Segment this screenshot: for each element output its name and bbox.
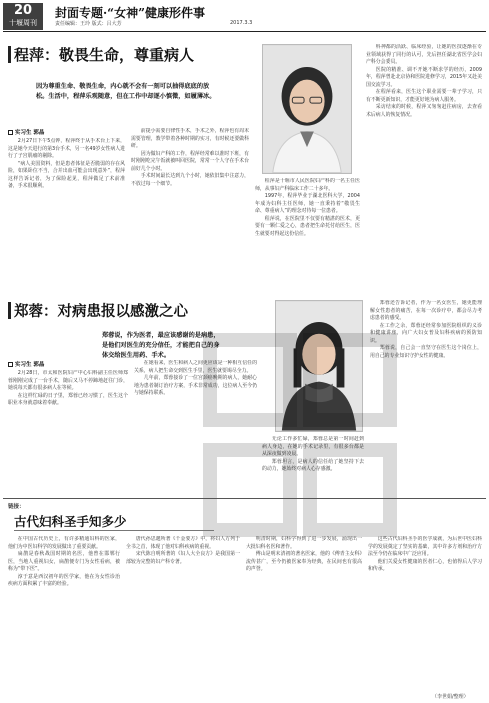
article3-column-2 [126, 536, 240, 692]
portrait-illustration [263, 45, 351, 173]
paragraph: 唐代孙思邈所著《千金要方》中，将妇人方列于全书之首，体现了他对妇科疾病的重视。 [126, 536, 240, 550]
paragraph: 傅山是明末清初的著名医家，他的《傅青主女科》流传甚广，至今仍被医家奉为经典，在民间也有很高的声誉。 [246, 551, 362, 572]
page-number: 20 [13, 3, 33, 18]
article2-portrait-photo [275, 300, 363, 432]
article2-byline-text: 实习生 郭晶 [15, 362, 45, 368]
article2-column-3 [262, 436, 364, 494]
paper-name: 十堰周刊 [9, 19, 37, 27]
paragraph: 前提小需要自律性手术，手术之外，程萍也有周末需要管理，教学带着各种时期的实习，有时候还要做科研。 [131, 128, 249, 149]
title-underline [14, 530, 214, 531]
paragraph: 郑蓉坦言，是病人的信任给了她坚持下去的动力，她始终对病人心存感激。 [262, 458, 364, 472]
paragraph: 明清时期，妇科学得到了进一步发展，涌现出一大批妇科名医和著作。 [246, 536, 362, 550]
paragraph: 在程萍看来，医生这个职业需要一辈子学习，只有不断更新知识，才能更好地为病人服务。 [366, 89, 482, 103]
issue-date: 2017.3.3 [230, 20, 253, 26]
paragraph: 科神都的活跃、临床经验，让她的医技逐渐在专业领域获得了同行的认可，先后担任湖北省医学会妇产科分会委员。 [366, 44, 482, 65]
article3-column-4 [368, 536, 482, 692]
byline-square-icon [8, 130, 13, 135]
article2-title: 郑蓉：对病患报以感激之心 [14, 303, 188, 320]
section-title: 封面专题·“女神”健康形件事 [55, 6, 205, 20]
paragraph: 在中国古代历史上，有许多精通妇科的医家，他们为中医妇科学的发展做出了重要贡献。 [8, 536, 120, 550]
paragraph: 医院的精准、调不开她不断求学的经历，2009年，程萍曾赴北京协和医院进修学习，2015年又赴美国交流学习。 [366, 66, 482, 88]
paragraph: 2月27日下午5点钟，程萍终于从手术台上下来，这是她今天进行的第3台手术，另一名49岁女性病人进行了子宫肌瘤的剔除。 [8, 138, 125, 159]
paragraph: 手术时间最长达到九个小时，她依旧集中注意力，不放过每一个细节。 [131, 173, 249, 187]
article2-column-2 [134, 360, 257, 494]
paragraph: 在她看来，医生和病人之间更应该是一种相互信任的关系，病人把生命交到医生手里，医生就要竭尽全力。 [134, 360, 257, 374]
article3-signature: （李世娟/整理） [432, 694, 469, 700]
paragraph: 因为做妇产科的工作，程萍经常难以准时下班，有时刚刚吃完午饭就被叫回医院，常常一个人守在手术台前好几个小时。 [131, 150, 249, 172]
paragraph: “病人美国资料，但是患者体征是否脆弱的存在风险，如果卧位不当，合并出血可能会出现意外”，程萍这样告诉记者，为了保险起见，程萍做足了术前准备，手术很顺利。 [8, 160, 125, 189]
page-number-box [3, 3, 43, 30]
portrait-illustration [276, 301, 362, 431]
article3-column-1 [8, 536, 120, 692]
paragraph: 程萍是十堰市人民医院妇产科的一名主任医师，从事妇产科临床工作二十多年。 [255, 178, 360, 192]
article1-column-3 [255, 178, 360, 293]
page-header [0, 0, 489, 32]
paragraph: 郑蓉还告诉记者，作为一名女医生，她更能理解女性患者的痛苦，在每一次诊疗中，都会尽力考虑患者的感受。 [370, 300, 482, 321]
paragraph: 宋代陈自明所著的《妇人大全良方》是我国第一部较为完整的妇产科专著。 [126, 551, 240, 565]
article3-column-3 [246, 536, 362, 692]
article2-column-1 [8, 370, 128, 494]
article1-column-1 [8, 138, 125, 293]
paragraph: 在工作之余，郑蓉还经常参加医院组织的义诊和健康讲座，向广大妇女普及妇科疾病的预防知识。 [370, 322, 482, 344]
article1-byline-text: 实习生 郭晶 [15, 130, 45, 136]
article2-lead: 郑蓉说，作为医者，最应该感谢的是病患，是他们对医生的充分信任，才能把自己的身体交给医生用药、手术。 [102, 332, 220, 359]
paragraph: 无论工作多忙碌，郑蓉总是第一时间赶到病人身边，在她的手术记录里，有很多台都是从深夜做到凌晨。 [262, 436, 364, 457]
article1-column-4 [366, 44, 482, 293]
paragraph: 他们关爱女性健康的医者仁心，也值得后人学习和传承。 [368, 558, 482, 572]
article2-column-4 [370, 300, 482, 494]
paragraph: 郑蓉说，自己会一直坚守在医生这个岗位上，用自己的专业知识守护女性的健康。 [370, 345, 482, 359]
article1-portrait-photo [262, 44, 352, 174]
paragraph: 采访结束的时候，程萍又匆匆赶往病房，去查看术后病人的恢复情况。 [366, 104, 482, 118]
header-rule [3, 31, 486, 32]
paragraph: 淳于意是西汉初年的医学家，他在为女性诊治疾病方面积累了丰富的经验。 [8, 573, 120, 587]
article1-column-2 [131, 128, 249, 293]
article2-byline [8, 360, 44, 368]
article1-title: 程萍：敬畏生命，尊重病人 [14, 46, 195, 64]
paragraph: 1997年，程萍毕业于湖北医科大学，2004年成为妇科主任医师，她一直秉持着“敬畏生命、尊重病人”的理念对待每一位患者。 [255, 193, 360, 214]
link-label: 链接： [8, 504, 25, 510]
paragraph: 扁鹊是春秋战国时期的名医，他曾在邯郸行医，当地人重视妇女，扁鹊便专门为女性看病，被称为“带下医”。 [8, 551, 120, 572]
paragraph: 2月28日，市太和医院妇产中心妇科副主任医师郑蓉刚刚完成了一台手术，随后又马不停蹄地赶往门诊，她说每天都有很多病人在等候。 [8, 370, 128, 391]
title-marker [8, 46, 11, 63]
paragraph: 这些古代妇科圣手的医学成就，为后世中医妇科学的发展奠定了坚实的基础，其中许多方剂和治疗方法至今仍在临床中广泛应用。 [368, 536, 482, 557]
byline-square-icon [8, 362, 13, 367]
paragraph: 几年前，郑蓉接诊了一位宫颈癌晚期的病人，她耐心地为患者制订治疗方案，手术非常成功，这位病人至今仍与她保持联系。 [134, 375, 257, 396]
section-divider [3, 498, 486, 499]
article1-byline [8, 128, 44, 136]
paragraph: 在这样忙碌的日子里，郑蓉已经习惯了，医生这个职业本身就意味着奉献。 [8, 392, 128, 406]
paragraph: 程萍说，在医院里不仅要有精湛的医术，更要有一颗仁爱之心，患者把生命托付给医生，医生就要对得起这份信任。 [255, 215, 360, 237]
article3-title: 古代妇科圣手知多少 [14, 514, 127, 529]
editors-line: 责任编辑：王玲 版式：吕大芳 [55, 21, 122, 27]
article1-lead: 因为尊重生命、敬畏生命，内心就不会有一刻可以抽得底底的放松。生活中，程萍乐观随意，但在工作中却逐小慎微，如履薄冰。 [36, 83, 216, 100]
title-marker [8, 302, 11, 319]
